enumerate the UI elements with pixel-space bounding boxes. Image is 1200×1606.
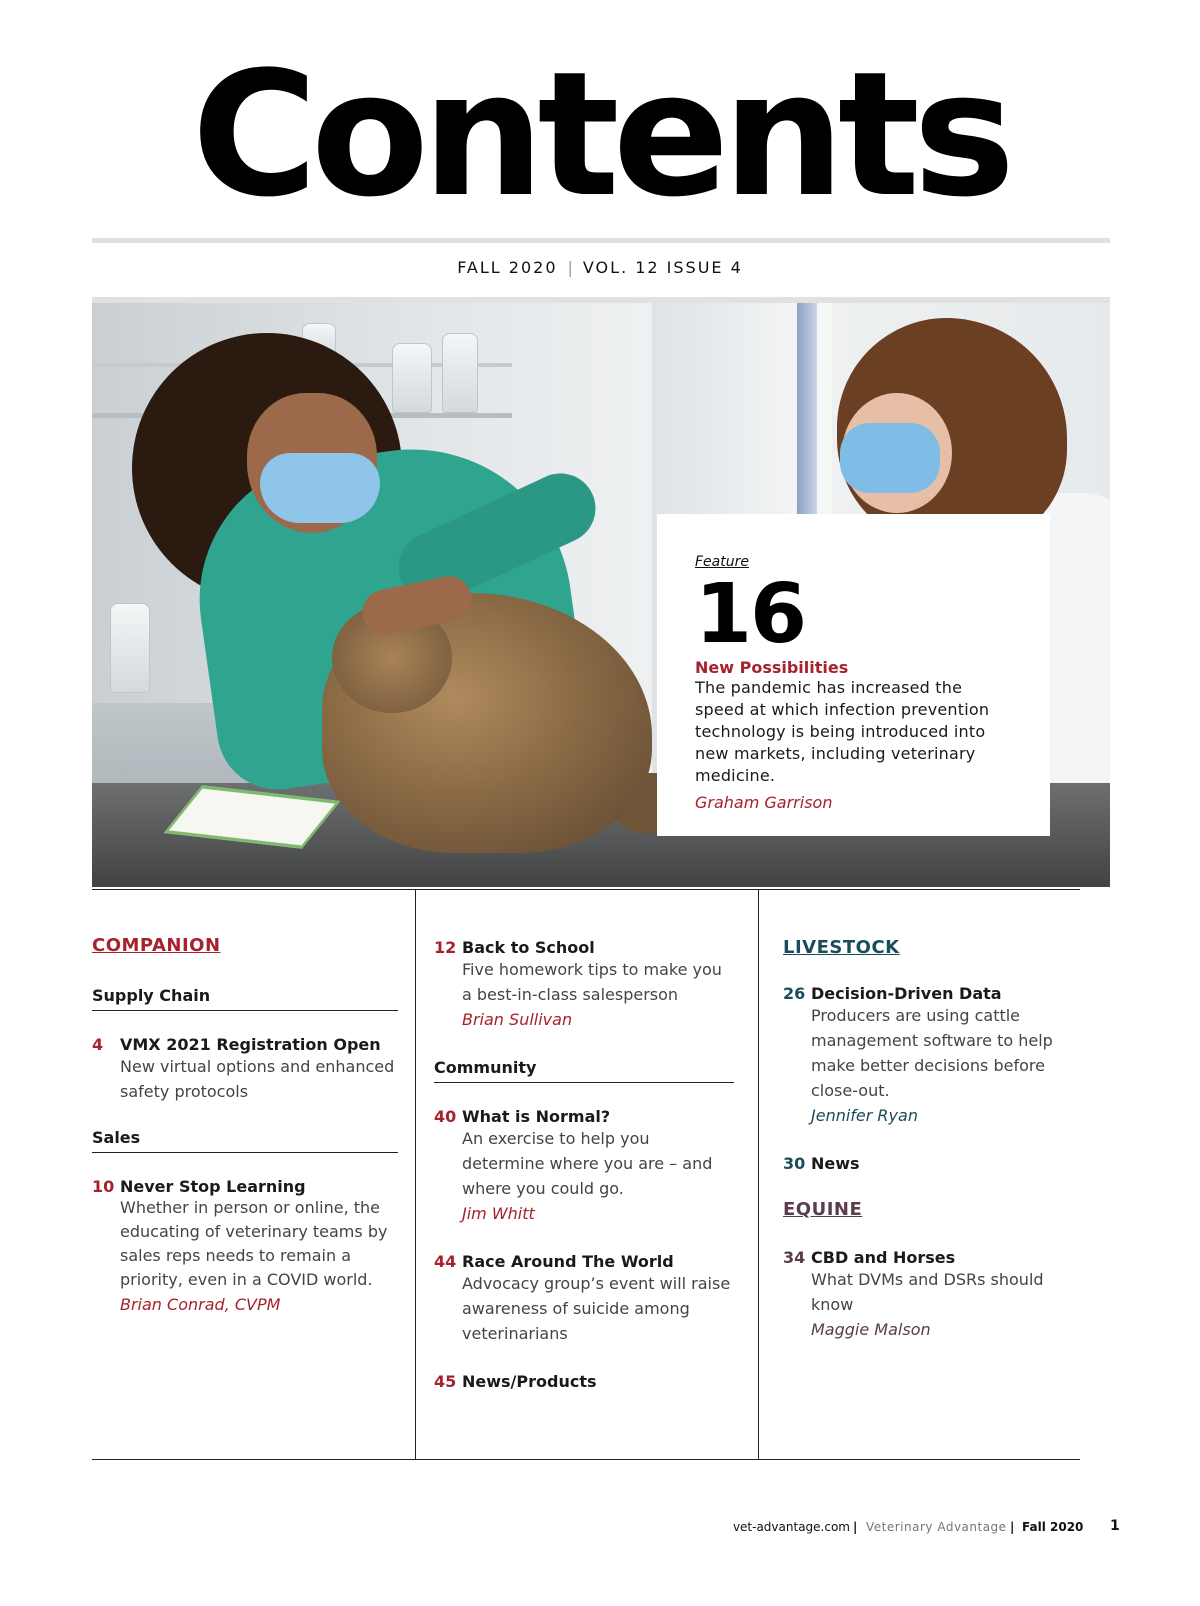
entry-page-number: 4 (92, 1035, 104, 1054)
feature-label: Feature (695, 554, 749, 570)
photo-technician-mask (840, 423, 940, 493)
entry-title: CBD and Horses (811, 1248, 956, 1267)
entry-description: Producers are using cattle management software to help make better decisions before close-out. (811, 1006, 1053, 1100)
entry-page-number: 10 (92, 1177, 115, 1196)
contents-entry[interactable] (434, 1372, 734, 1391)
entry-author: Brian Sullivan (462, 1010, 573, 1029)
contents-entry[interactable] (92, 1035, 398, 1104)
contents-entry[interactable] (783, 1248, 1083, 1342)
entry-page-number: 45 (434, 1372, 457, 1391)
entry-title: Race Around The World (462, 1252, 674, 1271)
entry-title: News/Products (462, 1372, 597, 1391)
issue-line (0, 258, 1200, 277)
feature-description: The pandemic has increased the speed at which infection prevention technology is being introduced into new markets, including veterinary medicine. (695, 678, 990, 785)
entry-page-number: 44 (434, 1252, 457, 1271)
contents-entry[interactable] (783, 1154, 1083, 1173)
entry-page-number: 34 (783, 1248, 806, 1267)
photo-vet-mask (260, 453, 380, 523)
page-title: Contents (191, 34, 1009, 235)
section-heading-livestock: LIVESTOCK (783, 937, 900, 958)
footer-issue: Fall 2020 (1022, 1520, 1084, 1534)
entry-author: Jennifer Ryan (811, 1106, 918, 1125)
contents-entry[interactable] (434, 1252, 734, 1346)
entry-description: An exercise to help you determine where you are – and where you could go. (462, 1129, 713, 1198)
entry-author: Maggie Malson (811, 1320, 931, 1339)
entry-title: VMX 2021 Registration Open (120, 1035, 381, 1054)
footer-publication: Veterinary Advantage (866, 1520, 1007, 1534)
issue-separator: | (567, 258, 573, 277)
middle-column (434, 938, 734, 1391)
photo-bottle (442, 333, 478, 413)
photo-bottle (392, 343, 432, 413)
contents-entry[interactable] (92, 1177, 398, 1317)
entry-page-number: 12 (434, 938, 457, 957)
subsection-heading-sales: Sales (92, 1128, 398, 1153)
footer-separator: | (853, 1520, 858, 1534)
entry-title: Never Stop Learning (120, 1177, 306, 1196)
entry-description: What DVMs and DSRs should know (811, 1270, 1044, 1314)
entry-page-number: 26 (783, 984, 806, 1003)
entry-description: New virtual options and enhanced safety protocols (120, 1057, 395, 1101)
entry-title: What is Normal? (462, 1107, 611, 1126)
contents-entry[interactable] (434, 938, 734, 1032)
entry-description: Five homework tips to make you a best-in-class salesperson (462, 960, 722, 1004)
entry-title: Back to School (462, 938, 595, 957)
subsection-heading-supply-chain: Supply Chain (92, 986, 398, 1011)
column-divider (415, 890, 416, 1460)
contents-top-rule (92, 889, 1080, 890)
feature-page-number: 16 (695, 567, 806, 662)
livestock-column (783, 937, 1083, 1342)
contents-entry[interactable] (783, 984, 1083, 1128)
entry-title: Decision-Driven Data (811, 984, 1002, 1003)
feature-author: Graham Garrison (695, 793, 833, 812)
issue-volume: VOL. 12 ISSUE 4 (582, 258, 743, 277)
entry-title: News (811, 1154, 860, 1173)
issue-season: FALL 2020 (457, 258, 558, 277)
footer-page-number: 1 (1110, 1518, 1120, 1534)
footer-separator: | (1010, 1520, 1015, 1534)
entry-page-number: 40 (434, 1107, 457, 1126)
column-divider (758, 890, 759, 1460)
entry-description: Whether in person or online, the educating of veterinary teams by sales reps needs to remain a priority, even in a COVID world. (120, 1198, 388, 1289)
subsection-heading-community: Community (434, 1058, 734, 1083)
entry-author: Brian Conrad, CVPM (120, 1295, 281, 1314)
contents-entry[interactable] (434, 1107, 734, 1226)
section-heading-equine: EQUINE (783, 1199, 863, 1220)
section-heading-companion: COMPANION (92, 935, 221, 956)
entry-page-number: 30 (783, 1154, 806, 1173)
footer-site-link[interactable]: vet-advantage.com (732, 1520, 850, 1534)
companion-column (92, 935, 398, 1317)
entry-author: Jim Whitt (462, 1204, 535, 1223)
feature-title: New Possibilities (695, 658, 849, 677)
top-divider (92, 238, 1110, 243)
page-footer (0, 1520, 1200, 1540)
contents-bottom-rule (92, 1459, 1080, 1460)
photo-bottle (110, 603, 150, 693)
feature-box (657, 514, 1050, 836)
entry-description: Advocacy group’s event will raise awareness of suicide among veterinarians (462, 1274, 731, 1343)
